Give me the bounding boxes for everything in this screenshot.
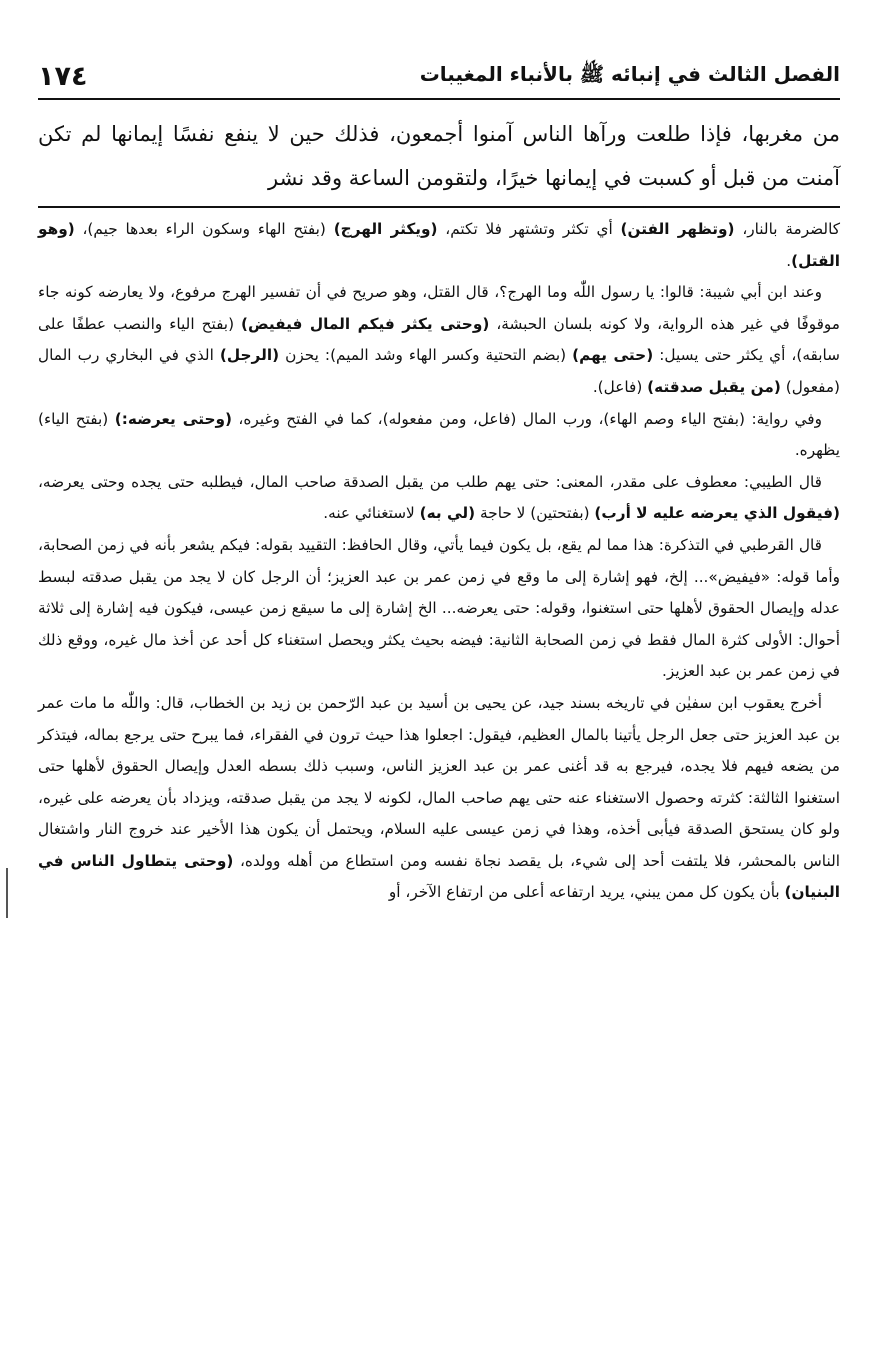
commentary-paragraph-1: كالضرمة بالنار، (وتظهر الفتن) أي تكثر وتشتهر فلا تكتم، (ويكثر الهرج) (بفتح الهاء وسكون الراء بعدها جيم)، (وهو القتل). [38,220,841,270]
commentary-paragraph-6: أخرج يعقوب ابن سفيٰن في تاريخه بسند جيد، عن يحيى بن أسيد بن عبد الرّحمن بن زيد بن الخطاب، قال: واللّٰه ما مات عمر بن عبد العزيز حتى جعل الرجل يأتينا بالمال العظيم، فيقول: اجعلوا هذا حيث ترون في الفقراء، فما يبرح حتى يرجع بماله، فيتذكر من يضعه فيهم فلا يجده، فيرجع به قد أغنى عمر بن عبد العزيز الناس، وسبب ذلك بسطه العدل وإيصال الحقوق لأهلها حتى استغنوا الثالثة: كثرته وحصول الاستغناء عنه حتى يهم صاحب المال، لكونه لا يجد من يقبل صدقته، ويزداد بأن يعرضه على غيره، ولو كان يستحق الصدقة فيأبى أخذه، وهذا في زمن عيسى عليه السلام، ويحتمل أن يكون هذا الأخير عند خروج النار واشتغال الناس بالمحشر، فلا يلتفت أحد إلى شيء، بل يقصد نجاة نفسه ومن استطاع من أهله وولده، (وحتى يتطاول الناس في البنيان) بأن يكون كل ممن يبني، يريد ارتفاعه أعلى من ارتفاع الآخر، أو [38,693,840,902]
running-title: الفصل الثالث في إنبائه ﷺ بالأنباء المغيبات [419,61,840,86]
margin-mark [6,868,8,918]
commentary-paragraph-3: وفي رواية: (بفتح الياء وصم الهاء)، ورب المال (فاعل، ومن مفعوله)، كما في الفتح وغيره، (وحتى يعرضه:) (بفتح الياء) يظهره. [38,409,840,460]
footnote-divider [38,206,840,208]
commentary-paragraph-5: قال القرطبي في التذكرة: هذا مما لم يقع، بل يكون فيما يأتي، وقال الحافظ: التقييد بقوله: فيكم يشعر بأنه في زمن الصحابة، وأما قوله: «فيفيض»... إلخ، فهو إشارة إلى ما وقع في زمن عمر بن عبد العزيز؛ أن الرجل كان لا يجد من يقبل صدقته لبسط عدله وإيصال الحقوق لأهلها حتى استغنوا، وقوله: حتى يعرضه... الخ إشارة إلى ما سيقع زمن عيسى، فيكون فيه إشارة إلى ثلاثة أحوال: الأولى كثرة المال فقط في زمن الصحابة الثانية: فيضه بحيث يكثر ويحصل استغناء كل أحد عن أخذ مال غيره، ووقع ذلك في زمن عمر بن عبد العزيز. [38,535,840,681]
commentary-paragraph-4: قال الطيبي: معطوف على مقدر، المعنى: حتى يهم طلب من يقبل الصدقة صاحب المال، فيطلبه حتى يجده وحتى يعرضه، (فيقول الذي يعرضه عليه لا أرب) (بفتحتين) لا حاجة (لي به) لاستغنائي عنه. [38,472,840,523]
page-number: ١٧٤ [38,60,88,92]
hadith-text: من مغربها، فإذا طلعت ورآها الناس آمنوا أجمعون، فذلك حين لا ينفع نفسًا إيمانها لم تكن آمنت من قبل أو كسبت في إيمانها خيرًا، ولتقومن الساعة وقد نشر [38,122,840,190]
commentary [38,214,840,909]
commentary-paragraph-2: وعند ابن أبي شيبة: قالوا: يا رسول اللّٰه وما الهرج؟، قال القتل، وهو صريح في أن تفسير الهرج مرفوع، ولا يعارضه كونه جاء موقوفًا في غير هذه الرواية، ولا كونه بلسان الحبشة، (وحتى يكثر فيكم المال فيفيض) (بفتح الياء والنصب عطفًا على سابقه)، أي يكثر حتى يسيل: (حتى يهم) (بضم التحتية وكسر الهاء وشد الميم): يحزن (الرجل) الذي في البخاري رب المال (مفعول) (من يقبل صدقته) (فاعل). [38,283,840,396]
page-header [38,58,840,100]
book-page [38,58,840,1328]
